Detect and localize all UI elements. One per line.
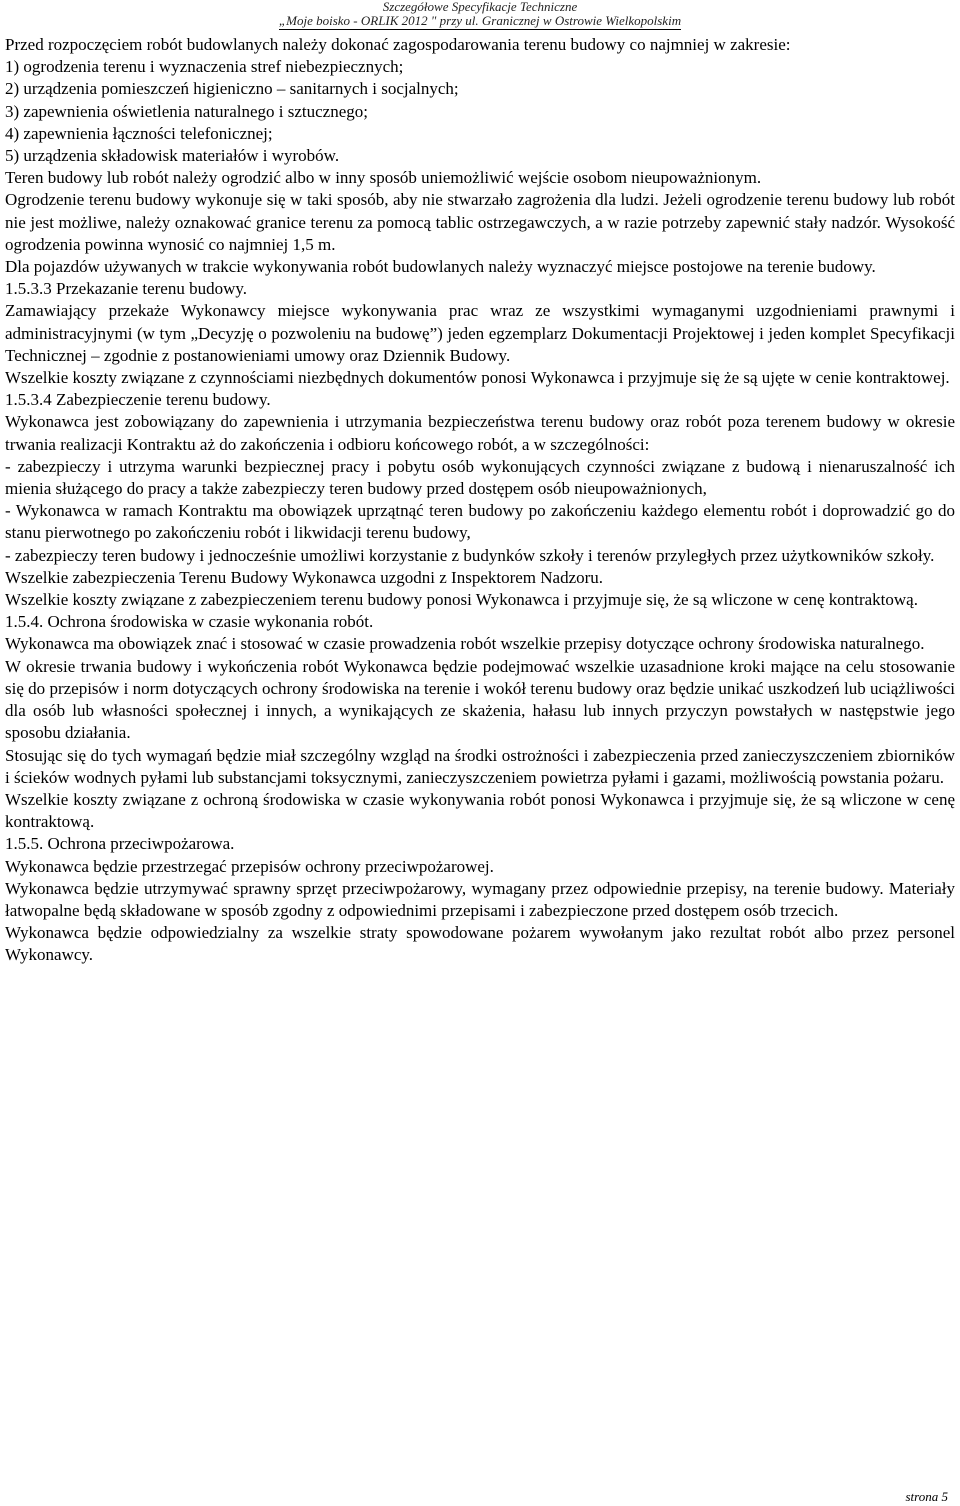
paragraph: Zamawiający przekaże Wykonawcy miejsce wykonywania prac wraz ze wszystkimi wymaganymi uzgodnieniami prawnymi i administracyjnymi (w tym „Decyzję o pozwoleniu na budowę”) jeden egzemplarz Dokumentacji Projektowej i jeden komplet Specyfikacji Technicznej – zgodnie z postanowieniami umowy oraz Dziennik Budowy. (5, 301, 955, 365)
header-title: Szczegółowe Specyfikacje Techniczne (382, 0, 578, 14)
header-subtitle: „Moje boisko - ORLIK 2012 " przy ul. Granicznej w Ostrowie Wielkopolskim (278, 13, 682, 28)
list-item: 5) urządzenia składowisk materiałów i wyrobów. (5, 146, 340, 166)
list-item: 1) ogrodzenia terenu i wyznaczenia stref niebezpiecznych; (5, 57, 404, 77)
list-item: 2) urządzenia pomieszczeń higieniczno – sanitarnych i socjalnych; (5, 79, 459, 99)
paragraph: Wykonawca jest zobowiązany do zapewnienia i utrzymania bezpieczeństwa terenu budowy oraz robót poza terenem budowy w okresie trwania realizacji Kontraktu aż do zakończenia i odbioru końcowego robót, a w szczególności: (5, 412, 955, 454)
section-heading: 1.5.3.4 Zabezpieczenie terenu budowy. (5, 390, 271, 410)
paragraph: Wszelkie zabezpieczenia Terenu Budowy Wykonawca uzgodni z Inspektorem Nadzoru. (5, 567, 604, 587)
document-body (5, 34, 955, 967)
paragraph: Wszelkie koszty związane z ochroną środowiska w czasie wykonywania robót ponosi Wykonawca i przyjmuje się, że są wliczone w cenę kontraktową. (5, 789, 955, 832)
paragraph: Teren budowy lub robót należy ogrodzić albo w inny sposób uniemożliwić wejście osobom nieupoważnionym. (5, 168, 762, 188)
list-item: 4) zapewnienia łączności telefonicznej; (5, 123, 273, 143)
list-item: - zabezpieczy i utrzyma warunki bezpiecznej pracy i pobytu osób wykonujących czynności związane z budową i nienaruszalność ich mienia służącego do pracy a także zabezpieczy teren budowy przed dostępem osób nieupoważnionych, (5, 456, 955, 499)
paragraph: W okresie trwania budowy i wykończenia robót Wykonawca będzie podejmować wszelkie uzasadnione kroki mające na celu stosowanie się do przepisów i norm dotyczących ochrony środowiska na terenie i wokół terenu budowy oraz będzie unikać uszkodzeń lub uciążliwości dla osób lub własności społecznej i innych, a wynikających ze skażenia, hałasu lub innych przyczyn powstałych w następstwie jego sposobu działania. (5, 656, 955, 743)
section-heading: 1.5.3.3 Przekazanie terenu budowy. (5, 279, 248, 299)
page-header (0, 0, 960, 30)
paragraph: Wykonawca będzie utrzymywać sprawny sprzęt przeciwpożarowy, wymagany przez odpowiednie przepisy, na terenie budowy. Materiały łatwopalne będą składowane w sposób zgodny z odpowiednimi przepisami i zabezpieczone przed dostępem osób trzecich. (5, 878, 955, 920)
paragraph: Wykonawca będzie przestrzegać przepisów ochrony przeciwpożarowej. (5, 856, 494, 876)
list-item: - Wykonawca w ramach Kontraktu ma obowiązek uprzątnąć teren budowy po zakończeniu każdego elementu robót i doprowadzić go do stanu pierwotnego po zakończeniu robót i likwidacji terenu budowy, (5, 501, 955, 543)
paragraph: Wszelkie koszty związane z czynnościami niezbędnych dokumentów ponosi Wykonawca i przyjmuje się że są ujęte w cenie kontraktowej. (5, 368, 950, 388)
paragraph: Przed rozpoczęciem robót budowlanych należy dokonać zagospodarowania terenu budowy co najmniej w zakresie: (5, 35, 791, 54)
list-item: 3) zapewnienia oświetlenia naturalnego i sztucznego; (5, 101, 368, 121)
paragraph: Ogrodzenie terenu budowy wykonuje się w taki sposób, aby nie stwarzało zagrożenia dla ludzi. Jeżeli ogrodzenie terenu budowy lub robót nie jest możliwe, należy oznakować granice terenu za pomocą tablic ostrzegawczych, a w razie potrzeby zapewnić stały nadzór. Wysokość ogrodzenia powinna wynosić co najmniej 1,5 m. (5, 190, 955, 254)
paragraph: Wszelkie koszty związane z zabezpieczeniem terenu budowy ponosi Wykonawca i przyjmuje się, że są wliczone w cenę kontraktową. (5, 590, 918, 610)
section-heading: 1.5.5. Ochrona przeciwpożarowa. (5, 834, 235, 854)
paragraph: Dla pojazdów używanych w trakcie wykonywania robót budowlanych należy wyznaczyć miejsce postojowe na terenie budowy. (5, 257, 876, 277)
page-number: strona 5 (905, 1489, 948, 1504)
paragraph: Wykonawca ma obowiązek znać i stosować w czasie prowadzenia robót wszelkie przepisy dotyczące ochrony środowiska naturalnego. (5, 634, 925, 654)
section-heading: 1.5.4. Ochrona środowiska w czasie wykonania robót. (5, 612, 374, 632)
paragraph: Wykonawca będzie odpowiedzialny za wszelkie straty spowodowane pożarem wywołanym jako rezultat robót albo przez personel Wykonawcy. (5, 923, 955, 965)
paragraph: Stosując się do tych wymagań będzie miał szczególny wzgląd na środki ostrożności i zabezpieczenia przed zanieczyszczeniem zbiorników i ścieków wodnych pyłami lub substancjami toksycznymi, zanieczyszczeniem powietrza pyłami i gazami, możliwością powstania pożaru. (5, 745, 955, 787)
list-item: - zabezpieczy teren budowy i jednocześnie umożliwi korzystanie z budynków szkoły i terenów przyległych przez użytkowników szkoły. (5, 545, 935, 565)
